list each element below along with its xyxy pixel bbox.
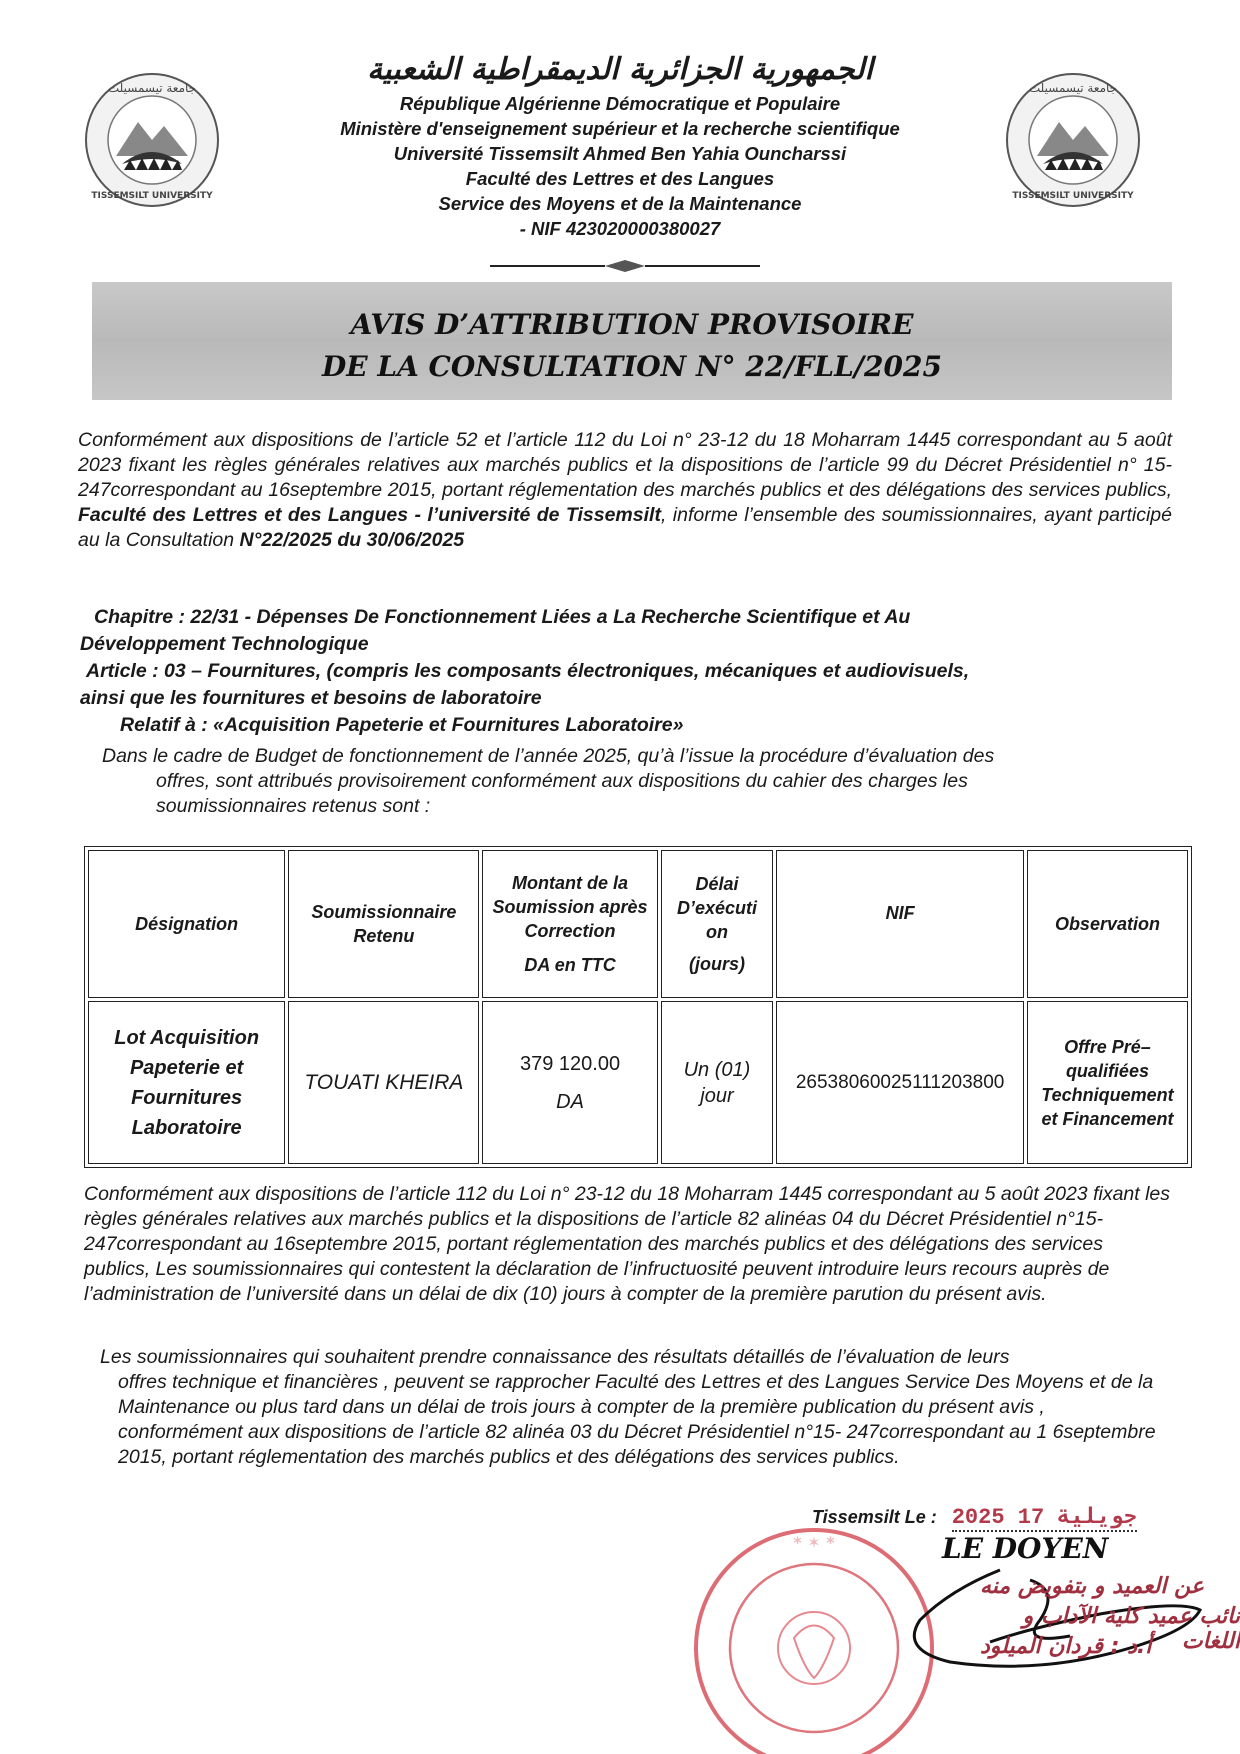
intro-consultation-bold: N°22/2025 du 30/06/2025	[239, 529, 465, 551]
cell-designation: Lot Acquisition Papeterie et Fournitures Laboratoire	[88, 1001, 285, 1164]
chapitre-block	[80, 604, 1160, 739]
table-row	[88, 1001, 1188, 1164]
cell-soumissionnaire: TOUATI KHEIRA	[288, 1001, 479, 1164]
cell-montant-value: 379 120.00	[519, 1052, 621, 1075]
header-montant	[482, 850, 657, 998]
header-university: Université Tissemsilt Ahmed Ben Yahia Ouncharssi	[393, 143, 847, 164]
cell-nif: 26538060025111203800	[776, 1001, 1024, 1164]
arabic-republic-title: الجمهورية الجزائرية الديمقراطية الشعبية	[367, 52, 873, 87]
cell-montant-currency: DA	[556, 1090, 584, 1113]
notice-title-line1: AVIS D’ATTRIBUTION PROVISOIRE	[350, 308, 914, 341]
budget-line3: soumissionnaires retenus sont :	[156, 795, 431, 817]
budget-line1: Dans le cadre de Budget de fonctionnement de l’année 2025, qu’à l’issue la procédure d’évaluation des	[102, 745, 995, 767]
resultats-rest: offres technique et financières , peuvent se rapprocher Faculté des Lettres et des Langues Service Des Moyens et de la Maintenance ou plus tard dans un délai de trois jours à compter de la première publication du présent avis , conformément aux dispositions de l’article 82 alinéa 03 du Décret Présidentiel n°15- 247correspondant au 1 6septembre 2015, portant réglementation des marchés publics et des délégations des services publics.	[118, 1371, 1156, 1468]
signatory-arabic-line2: نائب عميد كلية الآداب و اللغات	[1022, 1604, 1240, 1654]
signature-place: Tissemsilt Le :	[812, 1507, 937, 1527]
notice-title-banner	[92, 282, 1172, 400]
logo-arabic-text: جامعة تيسمسيلت	[1028, 81, 1118, 95]
header-ministry: Ministère d'enseignement supérieur et la recherche scientifique	[340, 118, 900, 139]
cell-montant	[482, 1001, 657, 1164]
logo-latin-text: TISSEMSILT UNIVERSITY	[91, 191, 213, 201]
header-observation: Observation	[1027, 850, 1188, 998]
header-delai-unit: (jours)	[688, 954, 745, 974]
budget-line2: offres, sont attribués provisoirement conformément aux dispositions du cahier des charges les	[156, 770, 968, 792]
header-nif: NIF	[776, 850, 1024, 998]
resultats-paragraph	[100, 1345, 1174, 1470]
budget-paragraph	[102, 744, 1162, 819]
header-divider-ornament	[490, 258, 760, 274]
signature-date-stamp: 2025 جويلية 17	[951, 1505, 1137, 1530]
header-service: Service des Moyens et de la Maintenance	[438, 193, 802, 214]
header-soumissionnaire: Soumissionnaire Retenu	[288, 850, 479, 998]
intro-text-b: , informe l’ensemble des soumissionnaires, ayant participé au la Consultation	[78, 504, 1172, 551]
header-montant-unit: DA en TTC	[524, 955, 616, 975]
table-header-row	[88, 850, 1188, 998]
logo-latin-text: TISSEMSILT UNIVERSITY	[1012, 191, 1134, 201]
header-nif: - NIF 423020000380027	[519, 218, 721, 239]
header-designation: Désignation	[88, 850, 285, 998]
signatory-title: LE DOYEN	[942, 1532, 1109, 1565]
header-delai	[661, 850, 774, 998]
intro-text-a: Conformément aux dispositions de l’article 52 et l’article 112 du Loi n° 23-12 du 18 Moharram 1445 correspondant au 5 août 2023 fixant les règles générales relatives aux marchés publics et la dispositions de l’article 99 du Décret Présidentiel n° 15- 247correspondant au 16septembre 2015, portant réglementation des marchés publics et des délégations des services publics,	[78, 429, 1172, 501]
intro-paragraph	[78, 428, 1172, 553]
attribution-table	[84, 846, 1192, 1168]
relatif-line: Relatif à : «Acquisition Papeterie et Fournitures Laboratoire»	[120, 714, 684, 736]
chapitre-line1: Chapitre : 22/31 - Dépenses De Fonctionnement Liées a La Recherche Scientifique et Au	[94, 606, 911, 628]
logo-arabic-text: جامعة تيسمسيلت	[107, 81, 197, 95]
letterhead	[250, 52, 990, 241]
intro-faculty-bold: Faculté des Lettres et des Langues - l’université de Tissemsilt	[78, 504, 661, 526]
svg-text:* ✶ *: * ✶ *	[793, 1533, 835, 1552]
cell-observation: Offre Pré–qualifiées Techniquement et Financement	[1027, 1001, 1188, 1164]
header-republic: République Algérienne Démocratique et Populaire	[399, 93, 841, 114]
header-montant-label: Montant de la Soumission après Correction	[492, 873, 648, 941]
header-delai-label: Délai D’exécuti on	[676, 874, 757, 942]
resultats-line1: Les soumissionnaires qui souhaitent prendre connaissance des résultats détaillés de l’évaluation de leurs	[100, 1346, 1010, 1368]
header-faculty: Faculté des Lettres et des Langues	[465, 168, 775, 189]
article-line2: ainsi que les fournitures et besoins de laboratoire	[80, 687, 542, 709]
university-logo-left	[82, 70, 222, 210]
cell-delai: Un (01) jour	[661, 1001, 774, 1164]
article-line1: Article : 03 – Fournitures, (compris les composants électroniques, mécaniques et audiovisuels,	[86, 660, 970, 682]
notice-title-line2: DE LA CONSULTATION N° 22/FLL/2025	[322, 350, 942, 383]
chapitre-line2: Développement Technologique	[80, 633, 369, 655]
recours-paragraph: Conformément aux dispositions de l’article 112 du Loi n° 23-12 du 18 Moharram 1445 correspondant au 5 août 2023 fixant les règles générales relatives aux marchés publics et la dispositions de l’article 82 alinéas 04 du Décret Présidentiel n°15- 247correspondant au 16septembre 2015, portant réglementation des marchés publics et des délégations des services publics, Les soumissionnaires qui contestent la déclaration de l’infructuosité peuvent introduire leurs recours auprès de l’administration de l’université dans un délai de dix (10) jours à compter de la première parution du présent avis.	[84, 1183, 1171, 1305]
signatory-arabic-line3: أ.د : قردان الميلود	[980, 1634, 1152, 1659]
university-logo-right	[1003, 70, 1143, 210]
signatory-arabic-line1: عن العميد و بتفويض منه	[980, 1574, 1205, 1599]
